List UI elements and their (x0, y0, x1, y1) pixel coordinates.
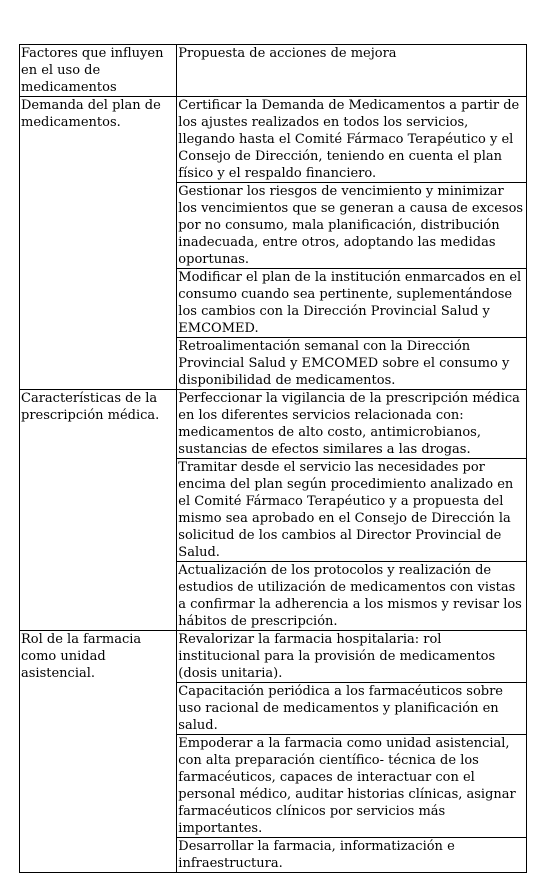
table-row (20, 338, 527, 390)
action-cell: Actualización de los protocolos y realización de estudios de utilización de medicamentos con vistas a confirmar la adherencia a los mismos y revisar los hábitos de prescripción. (177, 562, 527, 631)
table-row (20, 390, 527, 459)
action-cell: Capacitación periódica a los farmacéuticos sobre uso racional de medicamentos y planificación en salud. (177, 683, 527, 735)
table-row (20, 459, 527, 562)
table-header-row (20, 45, 527, 97)
factor-cell-prescription: Características de la prescripción médica. (20, 390, 177, 459)
factor-cell-empty (20, 683, 177, 735)
table-row (20, 269, 527, 338)
action-cell: Tramitar desde el servicio las necesidades por encima del plan según procedimiento analizado en el Comité Fármaco Terapéutico y a propuesta del mismo sea aprobado en el Consejo de Dirección la solicitud de los cambios al Director Provincial de Salud. (177, 459, 527, 562)
action-cell: Perfeccionar la vigilancia de la prescripción médica en los diferentes servicios relacionada con: medicamentos de alto costo, antimicrobianos, sustancias de efectos similares a las drogas. (177, 390, 527, 459)
factor-cell-demand: Demanda del plan de medicamentos. (20, 97, 177, 183)
action-cell: Revalorizar la farmacia hospitalaria: rol institucional para la provisión de medicamentos (dosis unitaria). (177, 631, 527, 683)
factor-cell-pharmacy-role: Rol de la farmacia como unidad asistencial. (20, 631, 177, 683)
factor-cell-empty (20, 459, 177, 562)
action-cell: Certificar la Demanda de Medicamentos a partir de los ajustes realizados en todos los servicios, llegando hasta el Comité Fármaco Terapéutico y el Consejo de Dirección, teniendo en cuenta el plan físico y el respaldo financiero. (177, 97, 527, 183)
action-cell: Retroalimentación semanal con la Dirección Provincial Salud y EMCOMED sobre el consumo y disponibilidad de medicamentos. (177, 338, 527, 390)
factor-cell-empty (20, 562, 177, 631)
action-cell: Modificar el plan de la institución enmarcados en el consumo cuando sea pertinente, suplementándose los cambios con la Dirección Provincial Salud y EMCOMED. (177, 269, 527, 338)
header-factors: Factores que influyen en el uso de medicamentos (20, 45, 177, 97)
table-row (20, 562, 527, 631)
table-row (20, 735, 527, 838)
factor-cell-empty (20, 338, 177, 390)
action-cell: Empoderar a la farmacia como unidad asistencial, con alta preparación científico- técnica de los farmacéuticos, capaces de interactuar con el personal médico, auditar historias clínicas, asignar farmacéuticos clínicos por servicios más importantes. (177, 735, 527, 838)
factor-cell-empty (20, 735, 177, 838)
action-cell: Gestionar los riesgos de vencimiento y minimizar los vencimientos que se generan a causa de excesos por no consumo, mala planificación, distribución inadecuada, entre otros, adoptando las medidas oportunas. (177, 183, 527, 269)
factor-cell-empty (20, 269, 177, 338)
table-row (20, 97, 527, 183)
table-row (20, 683, 527, 735)
table-row (20, 183, 527, 269)
improvement-actions-table (19, 44, 527, 873)
factor-cell-empty (20, 838, 177, 873)
action-cell: Desarrollar la farmacia, informatización e infraestructura. (177, 838, 527, 873)
factor-cell-empty (20, 183, 177, 269)
header-actions: Propuesta de acciones de mejora (177, 45, 527, 97)
table-row (20, 631, 527, 683)
table-row (20, 838, 527, 873)
